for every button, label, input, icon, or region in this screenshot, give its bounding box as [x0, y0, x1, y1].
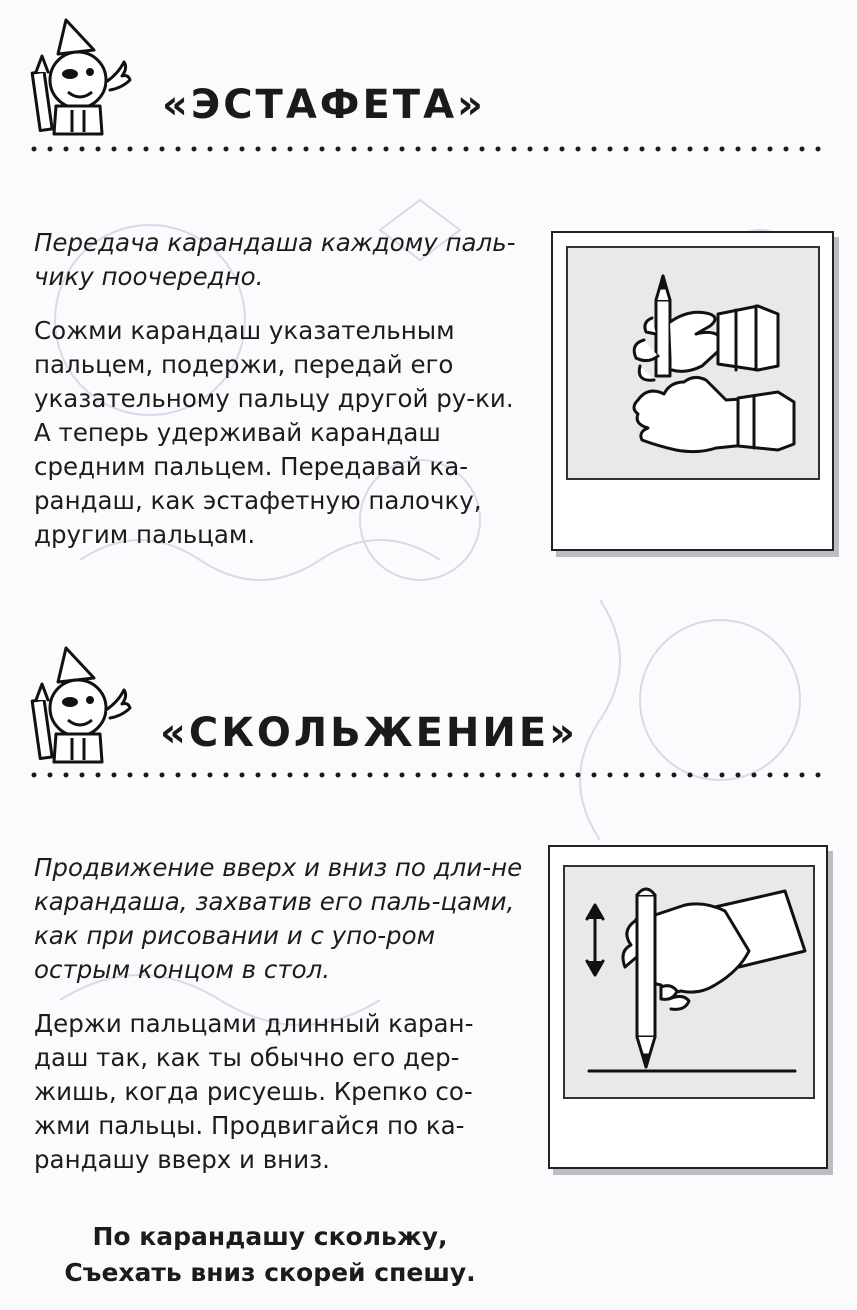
illustration-frame — [551, 231, 834, 551]
illustration-frame — [548, 845, 828, 1169]
exercise-description — [34, 226, 529, 552]
exercise-instructions: Держи пальцами длинный каран-даш так, как ты обычно его дер-жишь, когда рисуешь. Крепко со-жми пальцы. Продвигайся по ка-рандашу вверх и вниз. — [34, 1009, 474, 1174]
hand-sliding-pencil-icon — [565, 867, 813, 1097]
exercise-description — [34, 851, 524, 1177]
exercise-instructions: Сожми карандаш указательным пальцем, подержи, передай его указательному пальцу другой ру-ки. А теперь удерживай карандаш средним пальцем. Передавай ка-рандаш, как эстафетную палочку, другим пальцам. — [34, 316, 514, 549]
hands-passing-pencil-icon — [568, 248, 818, 478]
dotted-divider — [30, 770, 835, 780]
section-title: «ЭСТАФЕТА» — [162, 82, 486, 128]
exercise-goal: Продвижение вверх и вниз по дли-не карандаша, захватив его паль-цами, как при рисовании и с упо-ром острым концом в стол. — [34, 853, 523, 984]
illustration — [563, 865, 815, 1099]
rhyme-line: Съехать вниз скорей спешу. — [64, 1258, 476, 1287]
rhyme-line: По карандашу скольжу, — [92, 1222, 448, 1251]
rhyme — [0, 1219, 540, 1291]
exercise-goal: Передача карандаша каждому паль-чику поочередно. — [34, 228, 516, 291]
pencil-mascot-icon — [28, 642, 138, 767]
dotted-divider — [30, 144, 835, 154]
illustration — [566, 246, 820, 480]
pencil-mascot-icon — [28, 14, 138, 139]
section-title: «СКОЛЬЖЕНИЕ» — [160, 710, 579, 756]
